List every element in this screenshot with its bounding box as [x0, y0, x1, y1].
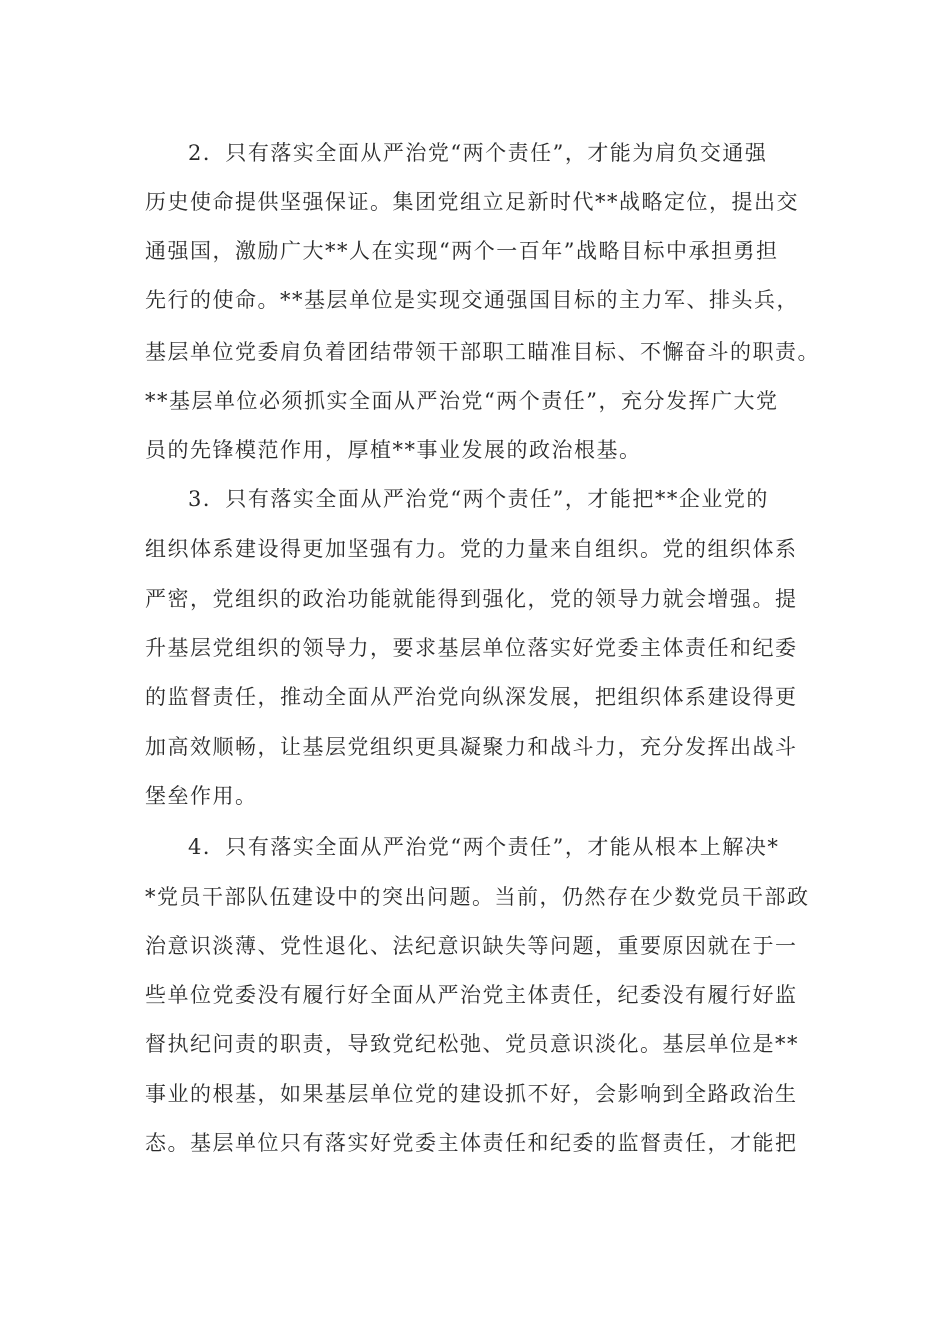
paragraph-2-line-4: 先行的使命。**基层单位是实现交通强国目标的主力军、排头兵，	[145, 288, 799, 312]
paragraph-2-line-6: **基层单位必须抓实全面从严治党“两个责任”，充分发挥广大党	[145, 389, 779, 413]
paragraph-4-line-1: 4．只有落实全面从严治党“两个责任”，才能从根本上解决*	[188, 835, 780, 859]
paragraph-3-line-6: 加高效顺畅，让基层党组织更具凝聚力和战斗力，充分发挥出战斗	[145, 735, 798, 759]
paragraph-4-line-2: *党员干部队伍建设中的突出问题。当前，仍然存在少数党员干部政	[145, 885, 810, 909]
paragraph-4-line-5: 督执纪问责的职责，导致党纪松弛、党员意识淡化。基层单位是**	[145, 1032, 799, 1056]
paragraph-2-line-2: 历史使命提供坚强保证。集团党组立足新时代**战略定位，提出交	[145, 190, 799, 214]
paragraph-3-line-2: 组织体系建设得更加坚强有力。党的力量来自组织。党的组织体系	[145, 537, 798, 561]
paragraph-4-line-6: 事业的根基，如果基层单位党的建设抓不好，会影响到全路政治生	[145, 1082, 798, 1106]
paragraph-2-line-5: 基层单位党委肩负着团结带领干部职工瞄准目标、不懈奋斗的职责。	[145, 340, 820, 364]
paragraph-2-line-7: 员的先锋模范作用，厚植**事业发展的政治根基。	[145, 438, 642, 462]
paragraph-2-line-1: 2．只有落实全面从严治党“两个责任”，才能为肩负交通强	[188, 141, 768, 165]
paragraph-3-line-5: 的监督责任，推动全面从严治党向纵深发展，把组织体系建设得更	[145, 685, 798, 709]
paragraph-4-line-3: 治意识淡薄、党性退化、法纪意识缺失等问题，重要原因就在于一	[145, 934, 798, 958]
paragraph-3-line-7: 堡垒作用。	[145, 784, 258, 808]
paragraph-4-line-4: 些单位党委没有履行好全面从严治党主体责任，纪委没有履行好监	[145, 983, 798, 1007]
paragraph-3-line-1: 3．只有落实全面从严治党“两个责任”，才能把**企业党的	[188, 487, 769, 511]
paragraph-3-line-3: 严密，党组织的政治功能就能得到强化，党的领导力就会增强。提	[145, 587, 798, 611]
paragraph-2-line-3: 通强国，激励广大**人在实现“两个一百年”战略目标中承担勇担	[145, 239, 779, 263]
paragraph-3-line-4: 升基层党组织的领导力，要求基层单位落实好党委主体责任和纪委	[145, 636, 798, 660]
paragraph-4-line-7: 态。基层单位只有落实好党委主体责任和纪委的监督责任，才能把	[145, 1131, 798, 1155]
